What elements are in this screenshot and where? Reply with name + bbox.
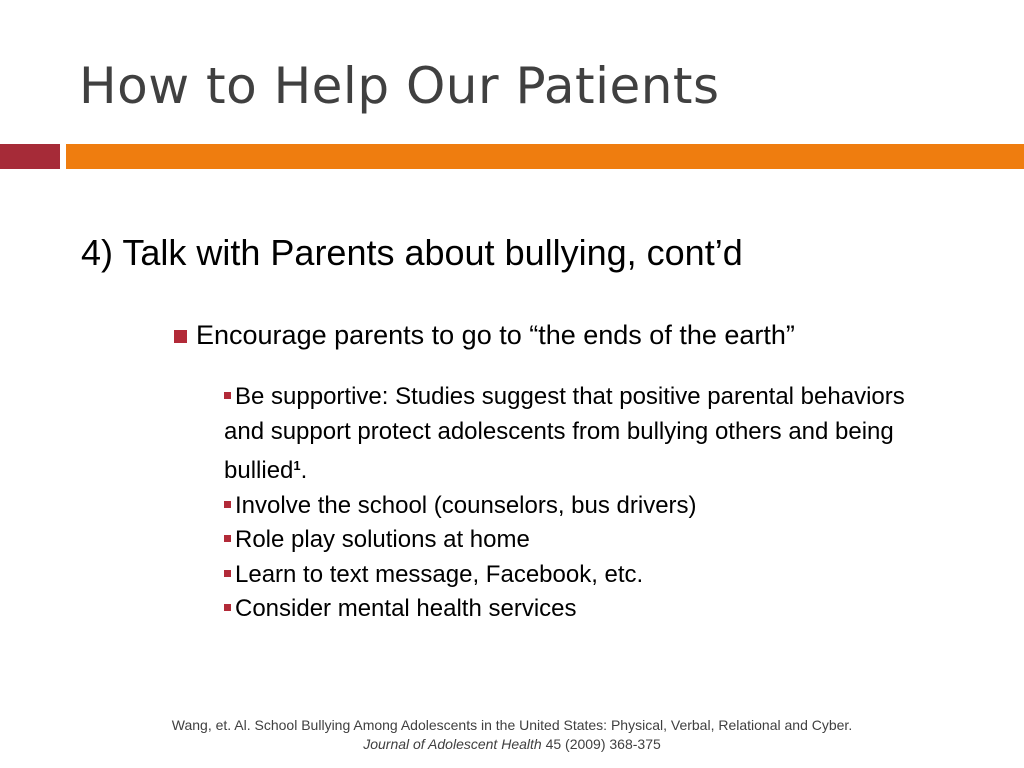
list-item	[224, 523, 944, 558]
citation-details: 45 (2009) 368-375	[541, 736, 661, 752]
slide-title: How to Help Our Patients	[79, 57, 720, 115]
slide-subheading: 4) Talk with Parents about bullying, cont’d	[81, 232, 743, 273]
list-item	[224, 592, 944, 627]
list-item-text: Be supportive: Studies suggest that positive parental behaviors and support protect adolescents from bullying others and being bullied	[224, 383, 905, 484]
bullet-list-level2	[224, 380, 944, 627]
accent-bar-red	[0, 144, 60, 169]
square-bullet-icon	[224, 570, 231, 577]
citation-journal: Journal of Adolescent Health	[363, 736, 542, 752]
bullet-level1-text: Encourage parents to go to “the ends of the earth”	[196, 320, 795, 350]
bullet-level1	[174, 316, 795, 354]
list-item-text: Role play solutions at home	[235, 526, 530, 553]
square-bullet-icon	[224, 392, 231, 399]
list-item-text: Involve the school (counselors, bus drivers)	[235, 491, 697, 519]
list-item	[224, 380, 944, 489]
square-bullet-icon	[224, 501, 231, 508]
square-bullet-icon	[174, 330, 187, 343]
square-bullet-icon	[224, 604, 231, 611]
footnote-marker: 1	[293, 458, 301, 473]
square-bullet-icon	[224, 535, 231, 542]
list-item-text: Consider mental health services	[235, 595, 577, 622]
citation	[0, 716, 1024, 754]
list-item	[224, 489, 944, 524]
list-item-text: Learn to text message, Facebook, etc.	[235, 560, 644, 588]
list-item	[224, 558, 944, 593]
citation-line2	[0, 735, 1024, 754]
citation-line1: Wang, et. Al. School Bullying Among Adolescents in the United States: Physical, Verbal, Relational and Cyber.	[171, 717, 853, 733]
list-item-period: .	[300, 457, 308, 484]
accent-bar-orange	[66, 144, 1024, 169]
